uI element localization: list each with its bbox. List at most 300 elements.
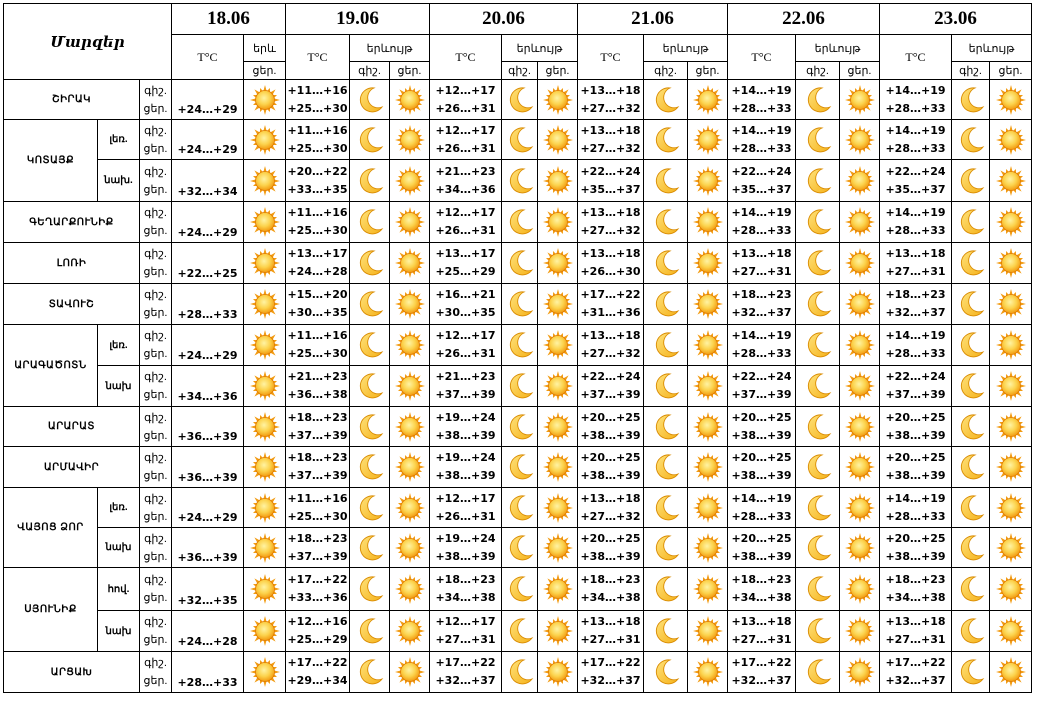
day-phenomenon-cell xyxy=(840,243,880,284)
night-temp: +20…+25 xyxy=(731,531,792,545)
day-temp: +38…+39 xyxy=(580,549,641,563)
day-phenomenon-cell xyxy=(244,160,286,202)
sun-icon xyxy=(990,329,1031,361)
day-phenomenon-cell xyxy=(990,366,1032,407)
day-temp: +38…+39 xyxy=(580,469,641,482)
temp-cell xyxy=(172,202,244,243)
day-temp: +30…+35 xyxy=(435,306,496,319)
day-phenomenon-cell xyxy=(244,407,286,447)
night-phenomenon-cell xyxy=(502,488,538,528)
moon-icon xyxy=(502,574,537,604)
day-phenomenon-cell xyxy=(390,160,430,202)
night-phenomenon-cell xyxy=(502,120,538,160)
day-phenomenon-cell xyxy=(688,243,728,284)
day-phenomenon-cell xyxy=(390,488,430,528)
night-phenomenon-cell xyxy=(644,488,688,528)
night-temp: +22…+24 xyxy=(885,370,946,383)
temp-cell xyxy=(286,243,350,284)
temp-cell xyxy=(728,611,796,652)
temp-header: T°C xyxy=(430,35,502,80)
zone-label: նախ xyxy=(98,611,140,652)
day-phenomenon-cell xyxy=(244,652,286,693)
sun-icon xyxy=(840,656,879,688)
night-temp: +13…+18 xyxy=(580,329,641,342)
moon-icon xyxy=(952,248,989,278)
temp-cell xyxy=(728,160,796,202)
night-temp: +17…+22 xyxy=(435,656,496,669)
day-temp: +27…+31 xyxy=(580,633,641,646)
day-temp: +24…+29 xyxy=(177,511,238,524)
moon-icon xyxy=(502,166,537,196)
moon-icon xyxy=(952,85,989,115)
night-phenomenon-cell xyxy=(502,284,538,325)
day-subheader: ցեր. xyxy=(244,62,286,80)
moon-icon xyxy=(644,412,687,442)
moon-icon xyxy=(644,85,687,115)
day-temp: +32…+37 xyxy=(731,306,792,319)
night-period-label: գիշ. xyxy=(144,657,167,669)
day-phenomenon-cell xyxy=(990,160,1032,202)
day-phenomenon-cell xyxy=(538,488,578,528)
sun-icon xyxy=(390,573,429,605)
sun-icon xyxy=(244,84,285,116)
moon-icon xyxy=(350,207,389,237)
temp-cell xyxy=(286,284,350,325)
day-phenomenon-cell xyxy=(390,284,430,325)
sun-icon xyxy=(244,492,285,524)
moon-icon xyxy=(502,657,537,687)
date-header-20: 20.06 xyxy=(430,4,578,35)
sun-icon xyxy=(244,451,285,483)
sun-icon xyxy=(990,656,1031,688)
night-phenomenon-cell xyxy=(952,568,990,611)
day-period-label: ցեր. xyxy=(143,550,168,563)
zone-label: նախ. xyxy=(98,160,140,202)
day-temp: +26…+31 xyxy=(435,347,496,360)
day-period-label: ցեր. xyxy=(143,389,168,401)
moon-icon xyxy=(350,371,389,401)
day-temp: +34…+36 xyxy=(177,390,238,403)
temp-cell xyxy=(172,407,244,447)
table-row xyxy=(4,488,1032,528)
moon-icon xyxy=(952,452,989,482)
day-phenomenon-cell xyxy=(244,568,286,611)
day-phenomenon-cell xyxy=(538,284,578,325)
sun-icon xyxy=(688,247,727,279)
day-phenomenon-cell xyxy=(244,325,286,366)
sun-icon xyxy=(990,206,1031,238)
sun-icon xyxy=(244,532,285,564)
forecast-body xyxy=(4,80,1032,693)
day-temp: +37…+39 xyxy=(287,549,348,563)
moon-icon xyxy=(502,533,537,563)
moon-icon xyxy=(644,125,687,155)
day-phenomenon-cell xyxy=(538,120,578,160)
temp-cell xyxy=(880,80,952,120)
night-temp: +20…+25 xyxy=(580,451,641,464)
night-period-label: գիշ. xyxy=(144,289,167,301)
sun-icon xyxy=(688,532,727,564)
sun-icon xyxy=(390,329,429,361)
moon-icon xyxy=(502,207,537,237)
moon-icon xyxy=(502,493,537,523)
day-phenomenon-cell xyxy=(990,447,1032,488)
region-name: ԱՐՄԱՎԻՐ xyxy=(4,447,140,488)
sun-icon xyxy=(840,329,879,361)
night-temp: +11…+16 xyxy=(287,206,348,219)
moon-icon xyxy=(952,125,989,155)
day-temp: +26…+31 xyxy=(435,101,496,115)
sun-icon xyxy=(390,451,429,483)
moon-icon xyxy=(350,574,389,604)
day-temp: +38…+39 xyxy=(435,428,496,442)
moon-icon xyxy=(644,452,687,482)
day-temp: +24…+28 xyxy=(177,635,238,648)
temp-cell xyxy=(728,243,796,284)
day-temp: +24…+29 xyxy=(177,226,238,239)
region-name: ԱՐՑԱԽ xyxy=(4,652,140,693)
temp-cell xyxy=(172,366,244,407)
day-phenomenon-cell xyxy=(390,80,430,120)
temp-cell xyxy=(728,528,796,568)
temp-cell xyxy=(172,243,244,284)
night-subheader: գիշ. xyxy=(952,62,990,80)
temp-cell xyxy=(578,120,644,160)
night-temp: +12…+17 xyxy=(435,206,496,219)
day-temp: +35…+37 xyxy=(731,182,792,196)
moon-icon xyxy=(952,412,989,442)
temp-cell xyxy=(430,325,502,366)
day-temp: +38…+39 xyxy=(731,469,792,482)
phenomenon-header: երևույթ xyxy=(502,35,578,62)
night-temp: +18…+23 xyxy=(435,573,496,586)
day-temp: +26…+31 xyxy=(435,509,496,523)
day-phenomenon-cell xyxy=(990,488,1032,528)
date-header-23: 23.06 xyxy=(880,4,1032,35)
day-phenomenon-cell xyxy=(840,652,880,693)
night-temp: +22…+24 xyxy=(731,164,792,178)
sun-icon xyxy=(688,165,727,197)
night-temp: +21…+23 xyxy=(287,370,348,383)
moon-icon xyxy=(796,452,839,482)
night-temp: +12…+17 xyxy=(435,491,496,505)
day-phenomenon-cell xyxy=(688,325,728,366)
night-phenomenon-cell xyxy=(952,160,990,202)
day-phenomenon-cell xyxy=(390,611,430,652)
temp-cell xyxy=(286,325,350,366)
temp-cell xyxy=(430,611,502,652)
night-temp: +19…+24 xyxy=(435,531,496,545)
night-temp: +19…+24 xyxy=(435,451,496,464)
temp-cell xyxy=(430,80,502,120)
day-temp: +36…+39 xyxy=(177,471,238,484)
sun-icon xyxy=(840,573,879,605)
day-temp: +33…+35 xyxy=(287,182,348,196)
night-phenomenon-cell xyxy=(952,447,990,488)
day-phenomenon-cell xyxy=(390,447,430,488)
moon-icon xyxy=(796,248,839,278)
temp-cell xyxy=(430,160,502,202)
day-phenomenon-cell xyxy=(390,366,430,407)
night-temp: +11…+16 xyxy=(287,123,348,137)
day-temp: +37…+39 xyxy=(287,428,348,442)
night-temp: +14…+19 xyxy=(885,491,946,505)
day-temp: +34…+38 xyxy=(580,591,641,604)
temp-cell xyxy=(430,528,502,568)
day-temp: +28…+33 xyxy=(731,101,792,115)
temp-cell xyxy=(286,611,350,652)
night-phenomenon-cell xyxy=(350,80,390,120)
temp-cell xyxy=(578,568,644,611)
temp-cell xyxy=(578,407,644,447)
sun-icon xyxy=(990,492,1031,524)
region-name: ԿՈՏԱՅՔ xyxy=(4,120,98,202)
night-temp: +18…+23 xyxy=(580,573,641,586)
night-temp: +22…+24 xyxy=(731,370,792,383)
night-phenomenon-cell xyxy=(952,488,990,528)
zone-label: լեռ. xyxy=(98,120,140,160)
table-row xyxy=(4,447,1032,488)
temp-cell xyxy=(578,447,644,488)
night-phenomenon-cell xyxy=(796,284,840,325)
night-temp: +13…+18 xyxy=(580,83,641,97)
night-phenomenon-cell xyxy=(796,447,840,488)
sun-icon xyxy=(244,370,285,402)
night-temp: +17…+22 xyxy=(287,656,348,669)
day-phenomenon-cell xyxy=(390,568,430,611)
temp-cell xyxy=(728,366,796,407)
night-phenomenon-cell xyxy=(796,611,840,652)
temp-header: T°C xyxy=(172,35,244,80)
moon-icon xyxy=(796,289,839,319)
day-phenomenon-cell xyxy=(538,447,578,488)
moon-icon xyxy=(644,207,687,237)
temp-cell xyxy=(578,80,644,120)
night-temp: +20…+25 xyxy=(731,410,792,424)
sun-icon xyxy=(840,165,879,197)
sun-icon xyxy=(538,84,577,116)
phenomenon-header: երևույթ xyxy=(796,35,880,62)
night-phenomenon-cell xyxy=(796,80,840,120)
day-temp: +38…+39 xyxy=(580,428,641,442)
temp-cell xyxy=(286,202,350,243)
day-temp: +25…+29 xyxy=(287,633,348,646)
night-temp: +12…+17 xyxy=(435,615,496,628)
temp-cell xyxy=(880,407,952,447)
temp-cell xyxy=(578,160,644,202)
night-temp: +14…+19 xyxy=(731,83,792,97)
night-temp: +21…+23 xyxy=(435,164,496,178)
day-temp: +24…+29 xyxy=(177,143,238,156)
temp-cell xyxy=(286,366,350,407)
period-labels xyxy=(140,366,172,407)
night-phenomenon-cell xyxy=(796,488,840,528)
moon-icon xyxy=(644,289,687,319)
night-temp: +22…+24 xyxy=(580,370,641,383)
day-temp: +28…+33 xyxy=(885,509,946,523)
day-temp: +32…+37 xyxy=(885,306,946,319)
day-temp: +26…+31 xyxy=(435,141,496,155)
night-temp: +15…+20 xyxy=(287,288,348,301)
table-row xyxy=(4,611,1032,652)
temp-cell xyxy=(172,284,244,325)
temp-cell xyxy=(172,652,244,693)
night-phenomenon-cell xyxy=(350,160,390,202)
sun-icon xyxy=(840,615,879,647)
sun-icon xyxy=(244,329,285,361)
night-temp: +20…+22 xyxy=(287,164,348,178)
night-phenomenon-cell xyxy=(644,243,688,284)
table-row xyxy=(4,284,1032,325)
night-phenomenon-cell xyxy=(952,611,990,652)
table-row xyxy=(4,652,1032,693)
temp-cell xyxy=(880,447,952,488)
day-phenomenon-cell xyxy=(390,325,430,366)
night-phenomenon-cell xyxy=(952,243,990,284)
night-phenomenon-cell xyxy=(952,120,990,160)
sun-icon xyxy=(538,124,577,156)
temp-cell xyxy=(728,652,796,693)
night-temp: +11…+16 xyxy=(287,329,348,342)
night-period-label: գիշ. xyxy=(144,248,167,260)
night-temp: +14…+19 xyxy=(731,123,792,137)
day-phenomenon-cell xyxy=(244,120,286,160)
day-temp: +26…+30 xyxy=(580,265,641,278)
zone-label: նախ xyxy=(98,366,140,407)
sun-icon xyxy=(840,492,879,524)
night-phenomenon-cell xyxy=(644,407,688,447)
day-phenomenon-cell xyxy=(990,611,1032,652)
day-phenomenon-cell xyxy=(990,80,1032,120)
night-temp: +20…+25 xyxy=(885,451,946,464)
temp-cell xyxy=(430,568,502,611)
night-temp: +18…+23 xyxy=(287,451,348,464)
day-phenomenon-cell xyxy=(840,488,880,528)
night-phenomenon-cell xyxy=(952,652,990,693)
night-temp: +14…+19 xyxy=(885,206,946,219)
night-temp: +16…+21 xyxy=(435,288,496,301)
sun-icon xyxy=(538,615,577,647)
night-phenomenon-cell xyxy=(952,325,990,366)
day-phenomenon-cell xyxy=(390,202,430,243)
sun-icon xyxy=(688,329,727,361)
sun-icon xyxy=(990,451,1031,483)
temp-cell xyxy=(728,325,796,366)
night-temp: +20…+25 xyxy=(885,410,946,424)
sun-icon xyxy=(990,288,1031,320)
day-temp: +34…+36 xyxy=(435,182,496,196)
table-row xyxy=(4,120,1032,160)
sun-icon xyxy=(840,206,879,238)
night-phenomenon-cell xyxy=(644,568,688,611)
day-phenomenon-cell xyxy=(244,202,286,243)
moon-icon xyxy=(952,166,989,196)
night-temp: +13…+18 xyxy=(580,491,641,505)
day-temp: +34…+38 xyxy=(435,591,496,604)
day-temp: +36…+38 xyxy=(287,388,348,401)
night-phenomenon-cell xyxy=(502,80,538,120)
sun-icon xyxy=(688,615,727,647)
day-temp: +34…+38 xyxy=(731,591,792,604)
moon-icon xyxy=(350,493,389,523)
sun-icon xyxy=(990,411,1031,443)
sun-icon xyxy=(688,451,727,483)
moon-icon xyxy=(952,574,989,604)
sun-icon xyxy=(990,84,1031,116)
moon-icon xyxy=(796,533,839,563)
night-phenomenon-cell xyxy=(502,243,538,284)
night-temp: +14…+19 xyxy=(885,83,946,97)
day-temp: +37…+39 xyxy=(885,388,946,401)
day-temp: +27…+32 xyxy=(580,347,641,360)
night-phenomenon-cell xyxy=(644,202,688,243)
night-temp: +13…+18 xyxy=(731,247,792,260)
moon-icon xyxy=(350,657,389,687)
day-temp: +24…+28 xyxy=(287,265,348,278)
night-temp: +20…+25 xyxy=(885,531,946,545)
day-temp: +24…+29 xyxy=(177,349,238,362)
moon-icon xyxy=(952,657,989,687)
sun-icon xyxy=(688,492,727,524)
day-phenomenon-cell xyxy=(538,611,578,652)
night-phenomenon-cell xyxy=(502,611,538,652)
sun-icon xyxy=(840,288,879,320)
night-phenomenon-cell xyxy=(350,447,390,488)
night-phenomenon-cell xyxy=(644,528,688,568)
night-phenomenon-cell xyxy=(644,160,688,202)
moon-icon xyxy=(350,616,389,646)
moon-icon xyxy=(952,207,989,237)
day-temp: +38…+39 xyxy=(435,469,496,482)
night-phenomenon-cell xyxy=(502,447,538,488)
day-phenomenon-cell xyxy=(990,325,1032,366)
moon-icon xyxy=(952,289,989,319)
day-phenomenon-cell xyxy=(538,366,578,407)
night-phenomenon-cell xyxy=(502,407,538,447)
temp-cell xyxy=(286,120,350,160)
day-subheader: ցեր. xyxy=(688,62,728,80)
region-name: ՍՅՈՒՆԻՔ xyxy=(4,568,98,652)
moon-icon xyxy=(644,533,687,563)
day-phenomenon-cell xyxy=(840,80,880,120)
night-phenomenon-cell xyxy=(350,611,390,652)
day-temp: +38…+39 xyxy=(731,549,792,563)
day-phenomenon-cell xyxy=(840,202,880,243)
sun-icon xyxy=(538,165,577,197)
day-temp: +28…+33 xyxy=(177,676,238,689)
moon-icon xyxy=(796,657,839,687)
sun-icon xyxy=(990,165,1031,197)
temp-header: T°C xyxy=(578,35,644,80)
day-temp: +25…+30 xyxy=(287,509,348,523)
day-phenomenon-cell xyxy=(840,325,880,366)
night-temp: +22…+24 xyxy=(885,164,946,178)
moon-icon xyxy=(350,452,389,482)
temp-cell xyxy=(578,325,644,366)
moon-icon xyxy=(644,574,687,604)
temp-cell xyxy=(578,611,644,652)
night-temp: +14…+19 xyxy=(731,329,792,342)
temp-cell xyxy=(578,652,644,693)
sun-icon xyxy=(538,451,577,483)
day-temp: +28…+33 xyxy=(731,347,792,360)
night-phenomenon-cell xyxy=(644,447,688,488)
night-temp: +13…+17 xyxy=(435,247,496,260)
day-temp: +25…+30 xyxy=(287,347,348,360)
temp-cell xyxy=(728,447,796,488)
temp-cell xyxy=(578,284,644,325)
moon-icon xyxy=(350,412,389,442)
